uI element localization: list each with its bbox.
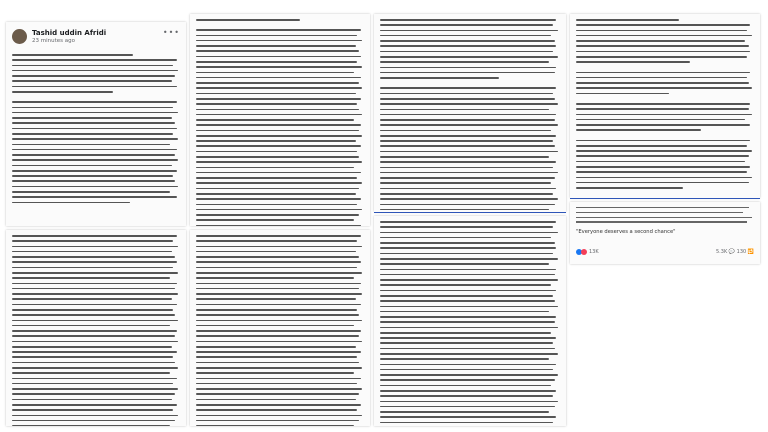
- post-panel-6: [190, 230, 370, 426]
- reaction-count: 13K: [589, 248, 599, 255]
- love-icon: [581, 249, 587, 255]
- post-body-text: [196, 19, 364, 226]
- post-panel-8: [570, 202, 760, 264]
- post-body-text: [576, 19, 754, 198]
- accent-divider: [374, 212, 566, 213]
- post-panel-1: [6, 22, 186, 226]
- comment-share-stats[interactable]: 5.3K 💬 130 🔁: [716, 248, 754, 255]
- post-body-text: [12, 235, 180, 426]
- reaction-summary[interactable]: [576, 249, 599, 255]
- post-header: [12, 28, 180, 48]
- author-avatar[interactable]: [12, 29, 27, 44]
- post-body-text: [380, 221, 560, 426]
- post-panel-7: [374, 216, 566, 426]
- comment-quote: "Everyone deserves a second chance": [576, 229, 676, 235]
- author-name[interactable]: Tashid uddin Afridi: [32, 29, 107, 37]
- post-panel-2: [190, 14, 370, 226]
- post-panel-5: [6, 230, 186, 426]
- post-footer: [570, 246, 760, 257]
- more-options-icon[interactable]: •••: [162, 28, 180, 37]
- post-body-text: [380, 19, 560, 212]
- post-panel-4: [570, 14, 760, 198]
- post-body-text: [12, 54, 180, 226]
- accent-divider: [570, 198, 760, 199]
- post-time[interactable]: 23 minutes ago: [32, 38, 75, 44]
- post-panel-3: [374, 14, 566, 212]
- post-body-text: [196, 235, 364, 426]
